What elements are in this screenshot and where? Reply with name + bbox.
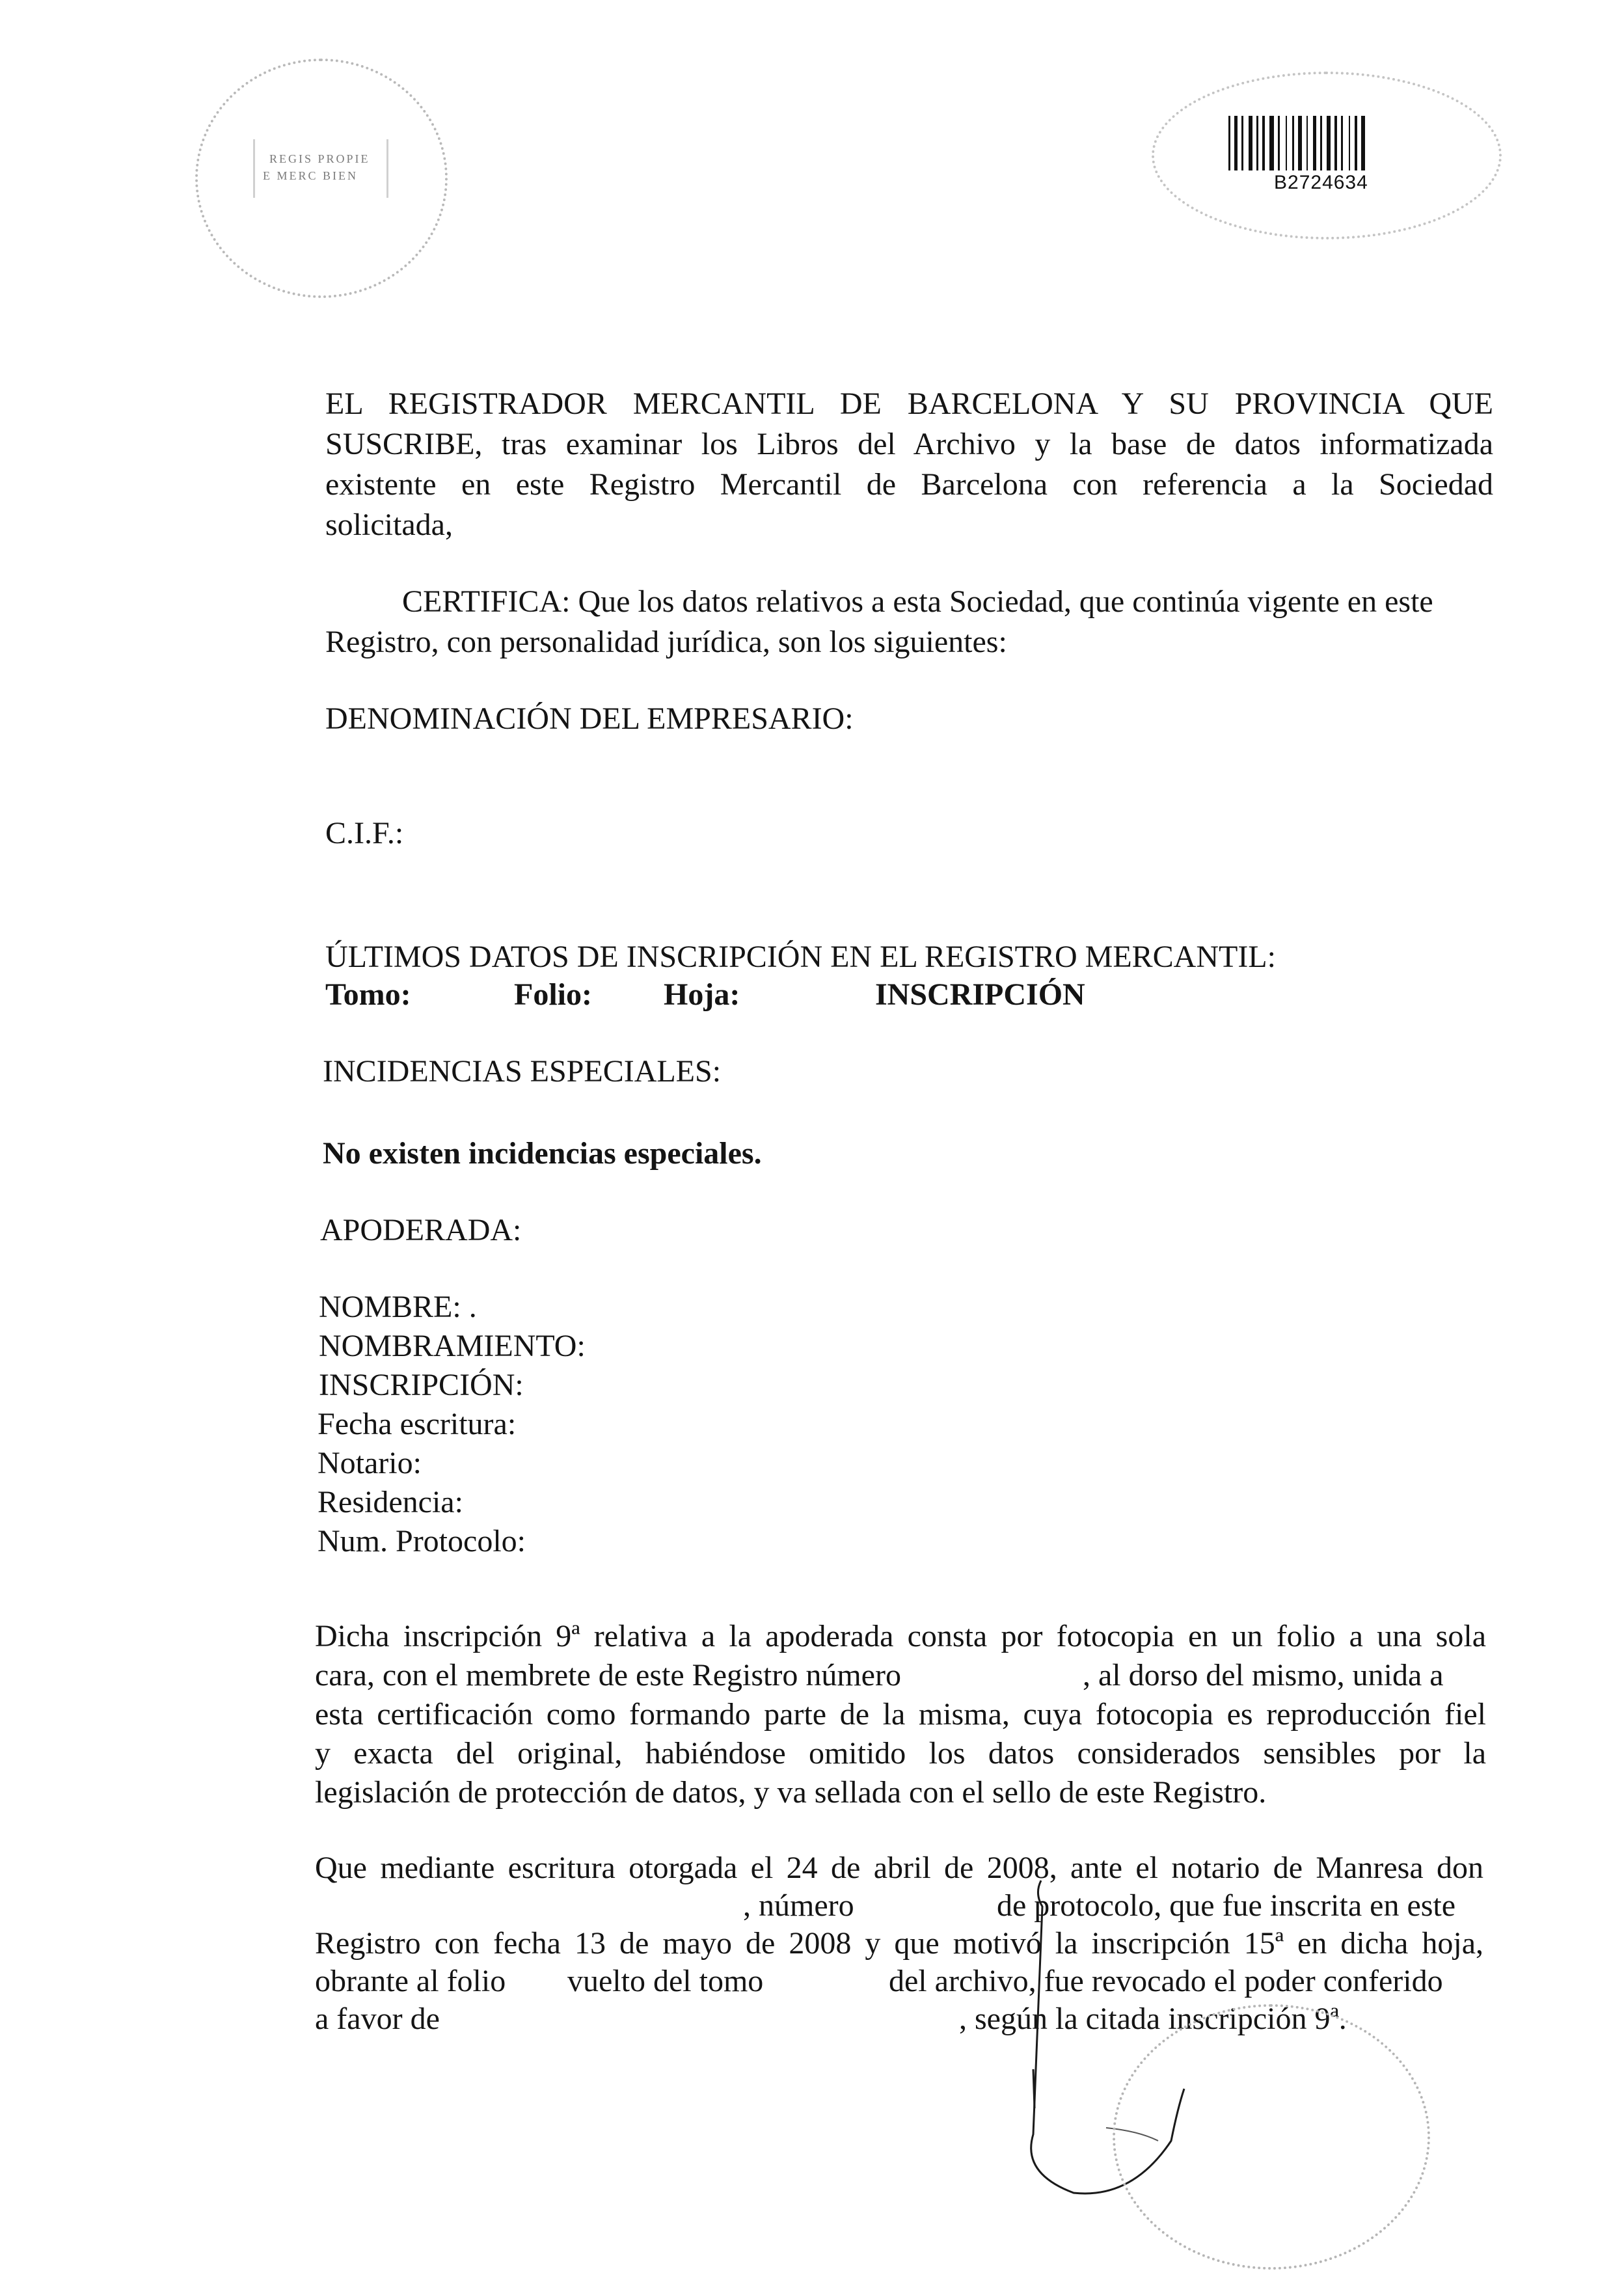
barcode-bar [1298, 116, 1302, 170]
mediante-line-2-protocolo: de protocolo, que fue inscrita en este [997, 1888, 1456, 1923]
registry-seal-bottom [1113, 2004, 1430, 2270]
barcode-bar [1278, 116, 1280, 170]
barcode-bar [1228, 116, 1230, 170]
barcode-bar [1361, 116, 1365, 170]
mediante-line-5-favor: a favor de [315, 2002, 440, 2036]
apoderada-notario: Notario: [318, 1446, 422, 1480]
mediante-line-4-archivo: del archivo, fue revocado el poder conferido [889, 1964, 1443, 1998]
header-line-3: existente en este Registro Mercantil de Barcelona con referencia a la Sociedad [325, 467, 1493, 502]
dicha-line-3: esta certificación como formando parte de la misma, cuya fotocopia es reproducción fiel [315, 1697, 1486, 1732]
denominacion-label: DENOMINACIÓN DEL EMPRESARIO: [325, 701, 854, 736]
apoderada-inscripcion: INSCRIPCIÓN: [319, 1368, 524, 1402]
dicha-line-2-start: cara, con el membrete de este Registro número [315, 1658, 901, 1692]
apoderada-nombramiento: NOMBRAMIENTO: [319, 1329, 586, 1363]
mediante-line-3: Registro con fecha 13 de mayo de 2008 y que motivó la inscripción 15ª en dicha hoja, [315, 1926, 1483, 1961]
barcode-bar [1256, 116, 1258, 170]
registry-stamp-left [195, 59, 448, 298]
folio-label: Folio: [514, 977, 592, 1012]
dicha-line-4: y exacta del original, habiéndose omitido los datos considerados sensibles por la [315, 1736, 1486, 1771]
incidencias-heading: INCIDENCIAS ESPECIALES: [323, 1054, 722, 1089]
ultimos-datos-heading: ÚLTIMOS DATOS DE INSCRIPCIÓN EN EL REGISTRO MERCANTIL: [325, 940, 1276, 974]
mediante-line-2-numero: , número [743, 1888, 854, 1923]
apoderada-nombre: NOMBRE: . [319, 1290, 477, 1324]
barcode-bar [1349, 116, 1350, 170]
certifica-line-2: Registro, con personalidad jurídica, son los siguientes: [325, 625, 1007, 659]
apoderada-heading: APODERADA: [320, 1213, 522, 1247]
barcode-bar [1262, 116, 1265, 170]
barcode-bar [1269, 116, 1274, 170]
barcode [1228, 116, 1433, 170]
apoderada-fecha-escritura: Fecha escritura: [318, 1407, 517, 1441]
barcode-bar [1341, 116, 1343, 170]
mediante-line-4-folio: obrante al folio [315, 1964, 506, 1998]
incidencias-value: No existen incidencias especiales. [323, 1136, 762, 1171]
dicha-line-5: legislación de protección de datos, y va sellada con el sello de este Registro. [315, 1775, 1267, 1810]
hoja-label: Hoja: [664, 977, 740, 1012]
barcode-bar [1320, 116, 1322, 170]
apoderada-residencia: Residencia: [318, 1485, 463, 1519]
tomo-label: Tomo: [325, 977, 411, 1012]
barcode-bar [1334, 116, 1337, 170]
header-line-4: solicitada, [325, 508, 453, 542]
barcode-bar [1249, 116, 1252, 170]
barcode-bar [1313, 116, 1316, 170]
stamp-text-line2: E MERC BIEN [263, 169, 359, 182]
dicha-line-1: Dicha inscripción 9ª relativa a la apoderada consta por fotocopia en un folio a una sola [315, 1619, 1486, 1653]
barcode-bar [1241, 116, 1243, 170]
header-line-1: EL REGISTRADOR MERCANTIL DE BARCELONA Y SU PROVINCIA QUE [325, 387, 1493, 421]
barcode-number: B2724634 [1274, 172, 1368, 193]
cif-label: C.I.F.: [325, 816, 404, 850]
mediante-line-1: Que mediante escritura otorgada el 24 de abril de 2008, ante el notario de Manresa don [315, 1851, 1483, 1885]
mediante-line-4-tomo: vuelto del tomo [567, 1964, 764, 1998]
barcode-bar [1234, 116, 1238, 170]
barcode-bar [1292, 116, 1294, 170]
barcode-bar [1327, 116, 1331, 170]
header-line-2: SUSCRIBE, tras examinar los Libros del Archivo y la base de datos informatizada [325, 427, 1493, 461]
dicha-line-2-end: , al dorso del mismo, unida a [1083, 1658, 1444, 1692]
barcode-bar [1286, 116, 1287, 170]
apoderada-num-protocolo: Num. Protocolo: [318, 1524, 526, 1558]
mediante-line-5-segun: , según la citada inscripción 9ª. [959, 2002, 1347, 2036]
inscripcion-label: INSCRIPCIÓN [875, 977, 1085, 1012]
certifica-line-1: CERTIFICA: Que los datos relativos a esta Sociedad, que continúa vigente en este [402, 584, 1433, 619]
stamp-inner-rule-left [253, 139, 255, 198]
barcode-bar [1355, 116, 1357, 170]
stamp-inner-rule-right [386, 139, 388, 198]
barcode-bar [1306, 116, 1308, 170]
stamp-text-line1: REGIS PROPIE [269, 152, 370, 165]
